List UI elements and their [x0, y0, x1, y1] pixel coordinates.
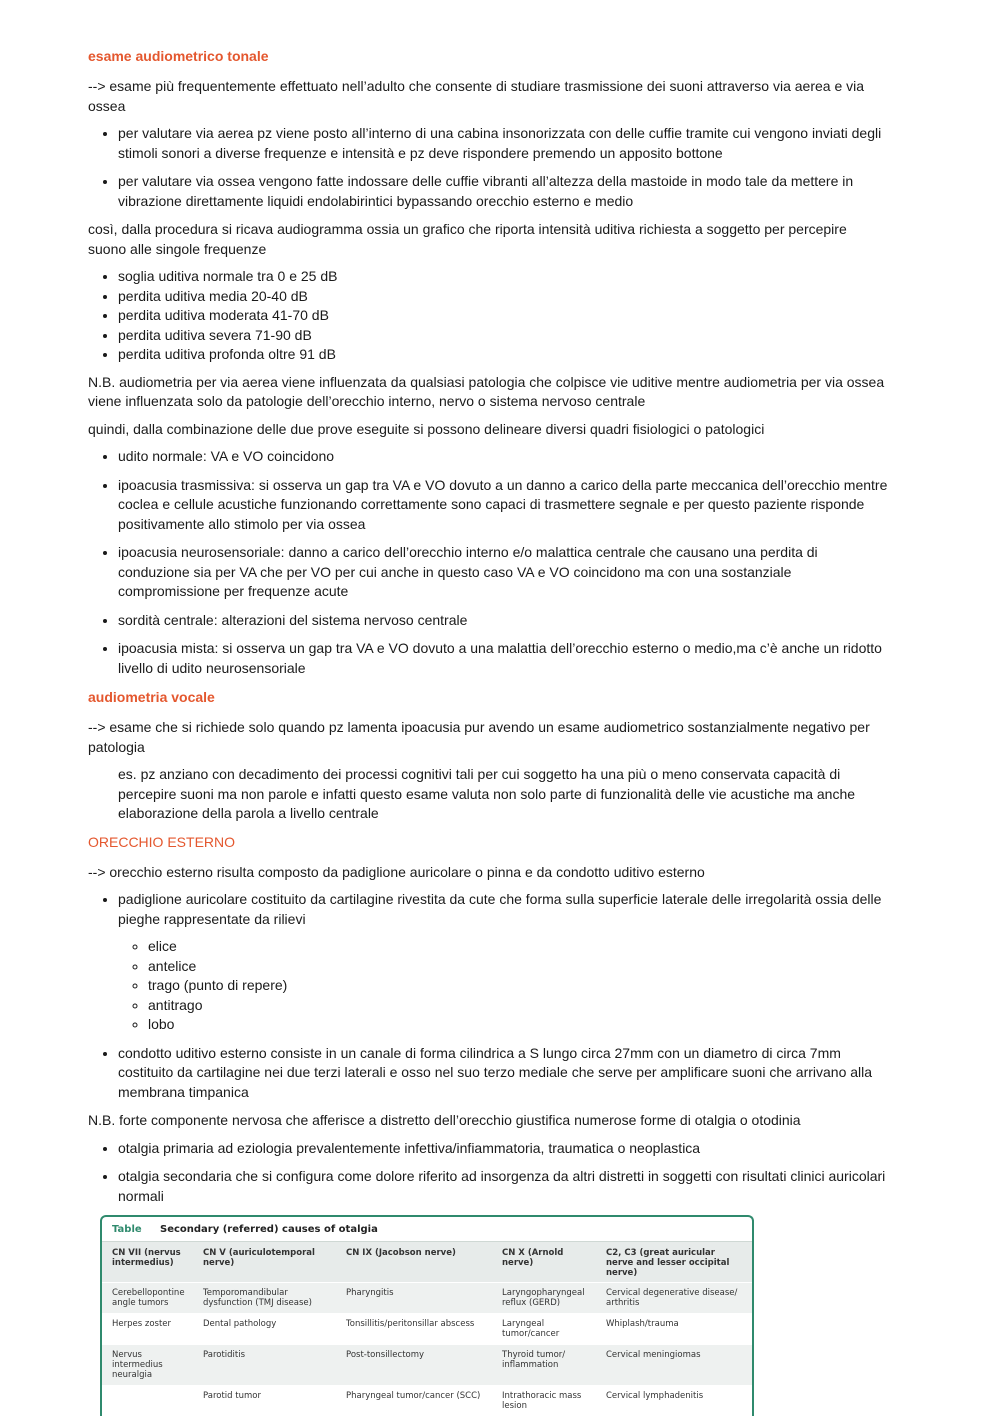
otalgia-table — [100, 1215, 754, 1416]
table-header-cell: CN V (auriculotemporal nerve) — [193, 1242, 336, 1283]
table-header-cell: C2, C3 (great auricular nerve and lesser occipital nerve) — [596, 1242, 752, 1283]
list-item: • otalgia secondaria che si configura come dolore riferito ad insorgenza da altri distretti in soggetti con risultati clinici auricolari normali — [118, 1167, 888, 1206]
table-cell — [102, 1386, 193, 1416]
list-item: • sordità centrale: alterazioni del sistema nervoso centrale — [118, 611, 888, 631]
sub-list-rilievi — [118, 937, 888, 1035]
table-cell: Laryngopharyngeal reflux (GERD) — [492, 1283, 596, 1314]
paragraph-intro-audiometrico: --> esame più frequentemente effettuato nell’adulto che consente di studiare trasmissione dei suoni attraverso via aerea e via ossea — [88, 77, 888, 116]
table-cell: Cervical degenerative disease/ arthritis — [596, 1283, 752, 1314]
list-item: • ipoacusia mista: si osserva un gap tra VA e VO dovuto a una malattia dell’orecchio esterno o medio,ma c’è anche un ridotto livello di udito neurosensoriale — [118, 639, 888, 678]
list-item: • perdita uditiva profonda oltre 91 dB — [118, 345, 888, 365]
paragraph-intro-vocale: --> esame che si richiede solo quando pz lamenta ipoacusia pur avendo un esame audiometrico sostanzialmente negativo per patologia — [88, 718, 888, 757]
paragraph-audiogramma: così, dalla procedura si ricava audiogramma ossia un grafico che riporta intensità uditiva richiesta a soggetto per percepire suono alle singole frequenze — [88, 220, 888, 259]
table-cell: Post-tonsillectomy — [336, 1345, 492, 1386]
bullet-list-vie — [88, 124, 888, 211]
list-item: ◦ elice — [148, 937, 888, 957]
table-label: Table — [112, 1224, 160, 1235]
paragraph-intro-orecchio: --> orecchio esterno risulta composto da padiglione auricolare o pinna e da condotto uditivo esterno — [88, 863, 888, 883]
table-cell: Herpes zoster — [102, 1314, 193, 1345]
bullet-list-soglie — [88, 267, 888, 365]
table-cell: Parotiditis — [193, 1345, 336, 1386]
paragraph-nb-otalgia: N.B. forte componente nervosa che afferisce a distretto dell’orecchio giustifica numerose forme di otalgia o otodinia — [88, 1111, 888, 1131]
bullet-list-quadri — [88, 447, 888, 678]
table-cell: Tonsillitis/peritonsillar abscess — [336, 1314, 492, 1345]
table-cell: Cerebellopontine angle tumors — [102, 1283, 193, 1314]
list-item: • condotto uditivo esterno consiste in un canale di forma cilindrica a S lungo circa 27mm con un diametro di circa 7mm costituito da cartilagine nei due terzi laterali e osso nel suo terzo mediale che serve per amplificare suoni che arrivano alla membrana timpanica — [118, 1044, 888, 1103]
list-item: ◦ trago (punto di repere) — [148, 976, 888, 996]
list-item: • ipoacusia trasmissiva: si osserva un gap tra VA e VO dovuto a un danno a carico della parte meccanica dell’orecchio mentre coclea e cellule acustiche funzionando correttamente sono capaci di trasmettere segnale e per questo paziente risponde positivamente allo stimolo per via ossea — [118, 476, 888, 535]
table-header-cell: CN IX (Jacobson nerve) — [336, 1242, 492, 1283]
table-row — [102, 1283, 752, 1314]
list-item: • ipoacusia neurosensoriale: danno a carico dell’orecchio interno e/o malattica centrale che causano una perdita di conduzione sia per VA che per VO per cui anche in questo caso VA e VO coincidono ma con una sostanziale compromissione per frequenze acute — [118, 543, 888, 602]
list-item: • perdita uditiva severa 71-90 dB — [118, 326, 888, 346]
table-cell: Temporomandibular dysfunction (TMJ disease) — [193, 1283, 336, 1314]
bullet-list-orecchio — [88, 890, 888, 1102]
table-row — [102, 1386, 752, 1416]
list-item — [118, 890, 888, 1035]
section-heading-audiometrico: esame audiometrico tonale — [88, 46, 888, 66]
table-cell: Cervical lymphadenitis — [596, 1386, 752, 1416]
table-grid — [102, 1242, 752, 1416]
list-item: • otalgia primaria ad eziologia prevalentemente infettiva/infiammatoria, traumatica o neoplastica — [118, 1139, 888, 1159]
list-item: • per valutare via aerea pz viene posto all’interno di una cabina insonorizzata con delle cuffie tramite cui vengono inviati degli stimoli sonori a diverse frequenze e intensità e pz deve rispondere premendo un apposito bottone — [118, 124, 888, 163]
table-caption: Secondary (referred) causes of otalgia — [160, 1224, 378, 1235]
padiglione-text: padiglione auricolare costituito da cartilagine rivestita da cute che forma sulla superficie laterale delle irregolarità ossia delle pieghe rappresentate da rilievi — [118, 891, 881, 927]
bullet-list-otalgia — [88, 1139, 888, 1207]
paragraph-nb-audiometria: N.B. audiometria per via aerea viene influenzata da qualsiasi patologia che colpisce vie uditive mentre audiometria per via ossea viene influenzata solo da patologie dell’orecchio interno, nervo o sistema nervoso centrale — [88, 373, 888, 412]
table-cell: Parotid tumor — [193, 1386, 336, 1416]
table-cell: Dental pathology — [193, 1314, 336, 1345]
table-cell: Thyroid tumor/ inflammation — [492, 1345, 596, 1386]
table-cell: Pharyngeal tumor/cancer (SCC) — [336, 1386, 492, 1416]
table-cell: Pharyngitis — [336, 1283, 492, 1314]
list-item: ◦ lobo — [148, 1015, 888, 1035]
table-title-bar — [102, 1217, 752, 1242]
table-cell: Intrathoracic mass lesion — [492, 1386, 596, 1416]
table-header-cell: CN X (Arnold nerve) — [492, 1242, 596, 1283]
paragraph-example: es. pz anziano con decadimento dei processi cognitivi tali per cui soggetto ha una più o meno conservata capacità di percepire suoni ma non parole e infatti questo esame valuta non solo parte di funzionalità delle vie acustiche ma anche elaborazione della parola a livello centrale — [88, 765, 888, 824]
section-heading-vocale: audiometria vocale — [88, 687, 888, 707]
list-item: • udito normale: VA e VO coincidono — [118, 447, 888, 467]
table-cell: Laryngeal tumor/cancer — [492, 1314, 596, 1345]
list-item: • perdita uditiva moderata 41-70 dB — [118, 306, 888, 326]
list-item: • per valutare via ossea vengono fatte indossare delle cuffie vibranti all’altezza della mastoide in modo tale da mettere in vibrazione direttamente liquidi endolabirintici bypassando orecchio esterno e medio — [118, 172, 888, 211]
list-item: ◦ antelice — [148, 957, 888, 977]
list-item: ◦ antitrago — [148, 996, 888, 1016]
table-cell: Whiplash/trauma — [596, 1314, 752, 1345]
table-cell: Cervical meningiomas — [596, 1345, 752, 1386]
table-cell: Nervus intermedius neuralgia — [102, 1345, 193, 1386]
document-page — [88, 46, 888, 1416]
table-header-row — [102, 1242, 752, 1283]
table-header-cell: CN VII (nervus intermedius) — [102, 1242, 193, 1283]
list-item: • perdita uditiva media 20-40 dB — [118, 287, 888, 307]
section-heading-orecchio-esterno: ORECCHIO ESTERNO — [88, 832, 888, 852]
table-row — [102, 1314, 752, 1345]
paragraph-quindi: quindi, dalla combinazione delle due prove eseguite si possono delineare diversi quadri fisiologici o patologici — [88, 420, 888, 440]
list-item: • soglia uditiva normale tra 0 e 25 dB — [118, 267, 888, 287]
table-row — [102, 1345, 752, 1386]
